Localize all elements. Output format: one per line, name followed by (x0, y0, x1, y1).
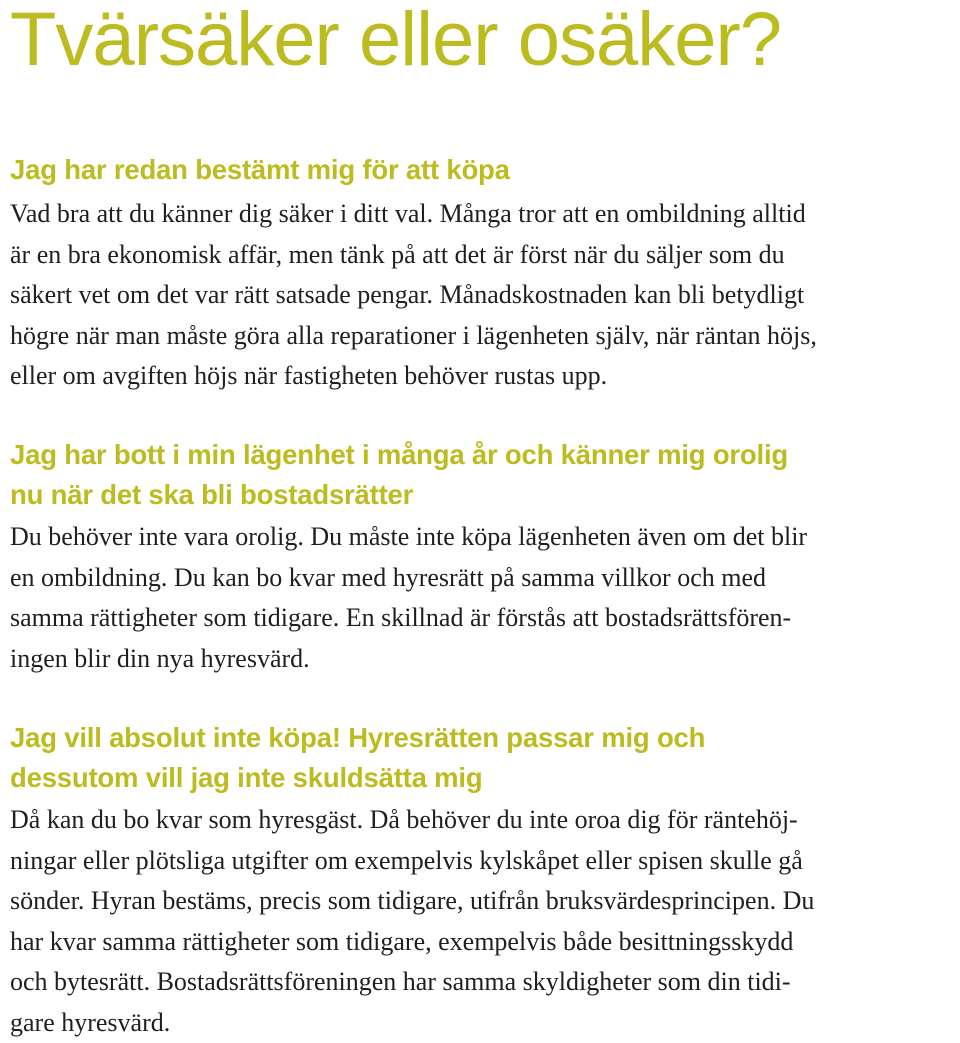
body-line: Vad bra att du känner dig säker i ditt val. Många tror att en ombildning alltid (10, 199, 806, 228)
body-line: säkert vet om det var rätt satsade pengar. Månadskostnaden kan bli betydligt (10, 280, 805, 309)
body-line: gare hyresvärd. (10, 1007, 171, 1037)
body-line: samma rättigheter som tidigare. En skillnad är förstås att bostadsrättsfören- (10, 603, 792, 632)
body-line: Då kan du bo kvar som hyresgäst. Då behöver du inte oroa dig för räntehöj- (10, 805, 798, 834)
section-body (10, 517, 807, 679)
body-line: och bytesrätt. Bostadsrättsföreningen har samma skyldigheter som din tidi- (10, 967, 791, 996)
body-line: Du behöver inte vara orolig. Du måste inte köpa lägenheten även om det blir (10, 522, 808, 551)
body-line: eller om avgiften höjs när fastigheten behöver rustas upp. (10, 361, 608, 390)
section-heading-line: Jag har redan bestämt mig för att köpa (10, 154, 510, 185)
section-heading (10, 150, 510, 190)
section-heading (10, 435, 788, 515)
body-line: ingen blir din nya hyresvärd. (10, 643, 310, 673)
body-line: en ombildning. Du kan bo kvar med hyresrätt på samma villkor och med (10, 562, 766, 592)
section-body (10, 800, 814, 1043)
body-line: är en bra ekonomisk affär, men tänk på att det är först när du säljer som du (10, 239, 785, 269)
document-page (10, 0, 958, 1037)
section-body (10, 194, 817, 397)
section-heading-line: dessutom vill jag inte skuldsätta mig (10, 762, 483, 793)
section-heading-line: Jag har bott i min lägenhet i många år och känner mig orolig (10, 439, 788, 470)
page-title: Tvärsäker eller osäker? (10, 0, 782, 82)
section-heading-line: nu när det ska bli bostadsrätter (10, 479, 414, 510)
body-line: sönder. Hyran bestäms, precis som tidigare, utifrån bruksvärdesprincipen. Du (10, 886, 815, 915)
body-line: högre när man måste göra alla reparationer i lägenheten själv, när räntan höjs, (10, 320, 817, 350)
section-heading (10, 718, 705, 798)
section-heading-line: Jag vill absolut inte köpa! Hyresrätten passar mig och (10, 722, 706, 753)
body-line: har kvar samma rättigheter som tidigare, exempelvis både besittningsskydd (10, 926, 794, 956)
body-line: ningar eller plötsliga utgifter om exempelvis kylskåpet eller spisen skulle gå (10, 845, 803, 875)
